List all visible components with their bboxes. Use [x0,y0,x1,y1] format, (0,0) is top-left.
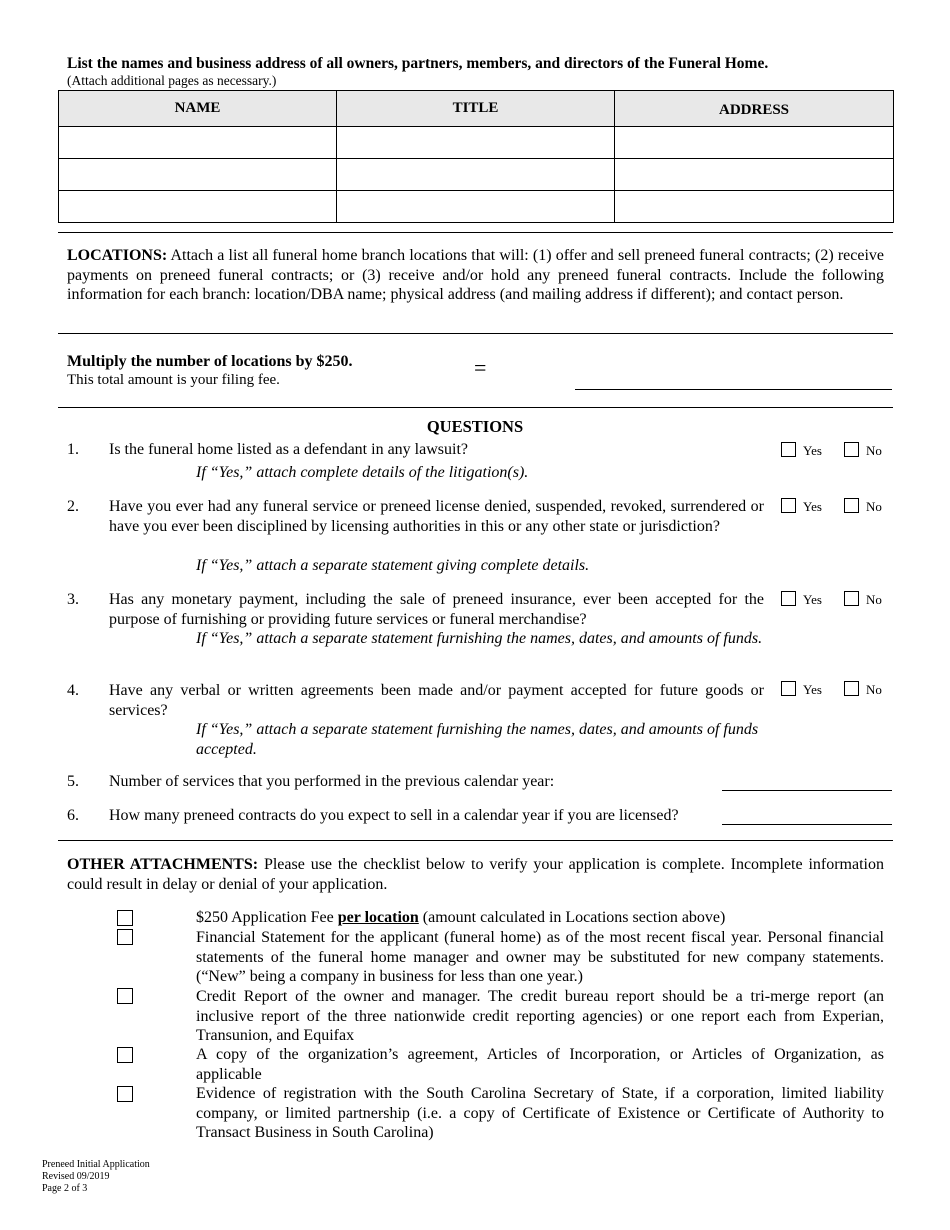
owners-header-row [59,91,894,127]
title-cell[interactable] [337,159,615,191]
question-2-number: 2. [67,498,79,515]
attachment-financial-checkbox[interactable] [117,929,133,945]
question-4-text: Have any verbal or written agreements been made and/or payment accepted for future goods or services? [109,682,764,719]
attachment-fee-pre: $250 Application Fee [196,909,338,926]
divider [58,232,893,233]
question-4-yes-checkbox[interactable] [781,681,796,696]
attachment-agreement-checkbox[interactable] [117,1047,133,1063]
question-3-yes-checkbox[interactable] [781,591,796,606]
address-cell[interactable] [615,159,894,191]
question-1-number: 1. [67,441,79,458]
column-header-title: TITLE [337,91,615,127]
locations-text: Attach a list all funeral home branch locations that will: (1) offer and sell preneed funeral contracts; (2) receive payments on preneed funeral contracts; or (3) receive and/or hold any preneed funeral contracts. Include the following information for each branch: location/DBA name; physical address (and mailing address if different); and contact person. [67,247,884,303]
attachment-credit-checkbox[interactable] [117,988,133,1004]
question-6-answer-line[interactable] [722,824,892,825]
table-row [59,127,894,159]
equals-sign: = [474,355,487,380]
attachments-text: Please use the checklist below to verify your application is complete. Incomplete information could result in delay or denial of your application. [67,856,884,893]
yes-label: Yes [803,499,822,514]
yes-label: Yes [803,592,822,607]
fee-heading: Multiply the number of locations by $250. [67,353,353,370]
question-4-no-checkbox[interactable] [844,681,859,696]
address-cell[interactable] [615,127,894,159]
no-label: No [866,592,882,607]
question-5-answer-line[interactable] [722,790,892,791]
yes-label: Yes [803,682,822,697]
attachment-financial-text: Financial Statement for the applicant (funeral home) as of the most recent fiscal year. Personal financial statements of the funeral home manager and owner may be substituted for new company statements. (“New” being a company in business for less than one year.) [196,929,884,985]
footer-page-number: Page 2 of 3 [42,1183,88,1194]
owners-table [58,90,894,223]
question-3-note: If “Yes,” attach a separate statement furnishing the names, dates, and amounts of funds. [196,630,763,647]
name-cell[interactable] [59,159,337,191]
attachment-agreement-text: A copy of the organization’s agreement, Articles of Incorporation, or Articles of Organization, as applicable [196,1046,884,1083]
question-2-no-checkbox[interactable] [844,498,859,513]
divider [58,407,893,408]
divider [58,333,893,334]
question-1-no-checkbox[interactable] [844,442,859,457]
locations-label: LOCATIONS: [67,247,168,264]
column-header-address: ADDRESS [615,91,894,127]
attachment-credit-text: Credit Report of the owner and manager. The credit bureau report should be a tri-merge report (an inclusive report of the three nationwide credit reporting agencies) or one report each from Experian, Transunion, and Equifax [196,988,884,1044]
title-cell[interactable] [337,191,615,223]
question-4-note: If “Yes,” attach a separate statement furnishing the names, dates, and amounts of funds accepted. [196,721,759,758]
question-1-text: Is the funeral home listed as a defendant in any lawsuit? [109,441,468,458]
question-5-text: Number of services that you performed in the previous calendar year: [109,773,555,790]
attachment-fee-text [196,908,884,928]
locations-paragraph [67,246,884,305]
question-6-number: 6. [67,807,79,824]
owners-note: (Attach additional pages as necessary.) [67,73,277,88]
table-row [59,159,894,191]
question-1-yes-checkbox[interactable] [781,442,796,457]
question-2-note: If “Yes,” attach a separate statement giving complete details. [196,557,590,574]
footer-form-name: Preneed Initial Application [42,1159,150,1170]
filing-fee-total-line[interactable] [575,389,892,390]
footer-revision: Revised 09/2019 [42,1171,110,1182]
questions-title: QUESTIONS [426,417,524,436]
per-location-emphasis: per location [337,909,419,926]
attachment-fee-checkbox[interactable] [117,910,133,926]
question-3-text: Has any monetary payment, including the sale of preneed insurance, ever been accepted for the purpose of furnishing or providing future services or funeral merchandise? [109,591,764,628]
yes-label: Yes [803,443,822,458]
name-cell[interactable] [59,191,337,223]
question-3-number: 3. [67,591,79,608]
divider [58,840,893,841]
attachments-paragraph [67,855,884,894]
table-row [59,191,894,223]
question-2-text: Have you ever had any funeral service or preneed license denied, suspended, revoked, surrendered or have you ever been disciplined by licensing authorities in this or any other state or jurisdiction? [109,498,764,535]
question-1-note: If “Yes,” attach complete details of the litigation(s). [196,464,529,481]
no-label: No [866,443,882,458]
column-header-name: NAME [59,91,337,127]
attachment-fee-post: (amount calculated in Locations section above) [418,909,726,926]
fee-subtext: This total amount is your filing fee. [67,372,280,388]
name-cell[interactable] [59,127,337,159]
title-cell[interactable] [337,127,615,159]
question-6-text: How many preneed contracts do you expect to sell in a calendar year if you are licensed? [109,807,679,824]
address-cell[interactable] [615,191,894,223]
question-2-yes-checkbox[interactable] [781,498,796,513]
attachment-registration-text: Evidence of registration with the South Carolina Secretary of State, if a corporation, limited liability company, or limited partnership (i.e. a copy of Certificate of Existence or Certificate of Authority to Transact Business in South Carolina) [196,1085,884,1141]
question-5-number: 5. [67,773,79,790]
no-label: No [866,499,882,514]
no-label: No [866,682,882,697]
attachments-label: OTHER ATTACHMENTS: [67,856,259,873]
question-3-no-checkbox[interactable] [844,591,859,606]
attachment-registration-checkbox[interactable] [117,1086,133,1102]
owners-heading: List the names and business address of all owners, partners, members, and directors of the Funeral Home. [67,55,769,72]
question-4-number: 4. [67,682,79,699]
